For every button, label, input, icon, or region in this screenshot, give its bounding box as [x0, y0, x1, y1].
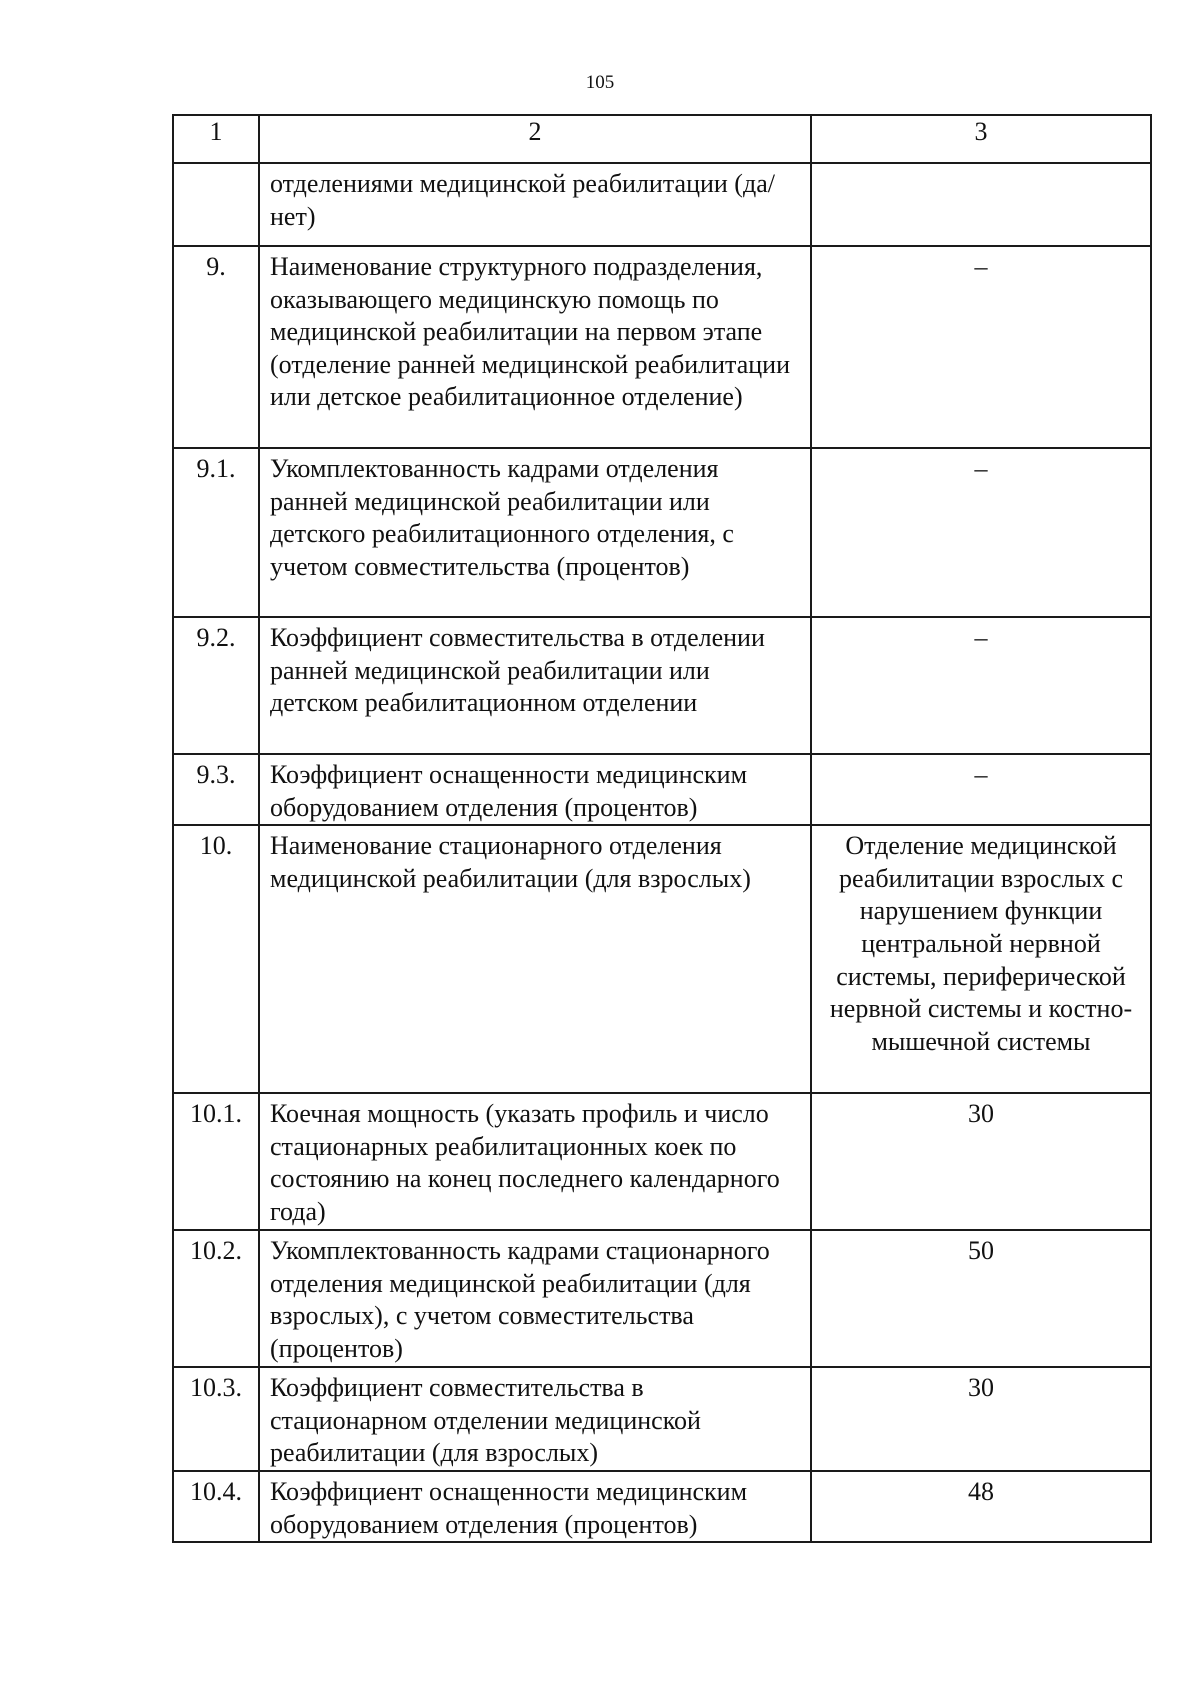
row-indicator-text: Укомплектованность кадрами стационарного отделения медицинской реабилитации (для взрослых), с учетом совместительства (процентов): [259, 1230, 811, 1367]
row-number: 10.3.: [173, 1367, 259, 1471]
row-value: [811, 163, 1151, 246]
row-indicator-text: Коэффициент оснащенности медицинским оборудованием отделения (процентов): [259, 1471, 811, 1542]
table-row: [173, 617, 1151, 754]
row-value: –: [811, 246, 1151, 448]
row-number: 9.2.: [173, 617, 259, 754]
row-value: Отделение медицинской реабилитации взрослых с нарушением функции центральной нервной системы, периферической нервной системы и костно-мышечной системы: [811, 825, 1151, 1093]
row-value: –: [811, 754, 1151, 825]
row-value: –: [811, 448, 1151, 617]
row-value: –: [811, 617, 1151, 754]
header-col-1: 1: [173, 115, 259, 163]
row-number: 9.1.: [173, 448, 259, 617]
table-row: [173, 1367, 1151, 1471]
row-indicator-text: отделениями медицинской реабилитации (да/нет): [259, 163, 811, 246]
row-indicator-text: Наименование структурного подразделения, оказывающего медицинскую помощь по медицинской реабилитации на первом этапе (отделение ранней медицинской реабилитации или детское реабилитационное отделение): [259, 246, 811, 448]
header-col-2: 2: [259, 115, 811, 163]
header-col-3: 3: [811, 115, 1151, 163]
row-indicator-text: Коэффициент совместительства в стационарном отделении медицинской реабилитации (для взрослых): [259, 1367, 811, 1471]
row-indicator-text: Коэффициент совместительства в отделении ранней медицинской реабилитации или детском реабилитационном отделении: [259, 617, 811, 754]
row-number: 10.2.: [173, 1230, 259, 1367]
row-value: 48: [811, 1471, 1151, 1542]
table-row: [173, 1230, 1151, 1367]
row-number: [173, 163, 259, 246]
table-row: [173, 754, 1151, 825]
indicators-table: [172, 114, 1152, 1543]
row-value: 50: [811, 1230, 1151, 1367]
table-row: [173, 1471, 1151, 1542]
table-row: [173, 246, 1151, 448]
row-number: 9.: [173, 246, 259, 448]
row-number: 10.: [173, 825, 259, 1093]
table-row: [173, 825, 1151, 1093]
table-header-row: [173, 115, 1151, 163]
page-number: 105: [585, 72, 615, 93]
row-value: 30: [811, 1093, 1151, 1230]
table-row: [173, 1093, 1151, 1230]
table-row: [173, 163, 1151, 246]
row-indicator-text: Укомплектованность кадрами отделения ранней медицинской реабилитации или детского реабилитационного отделения, с учетом совместительства (процентов): [259, 448, 811, 617]
table-row: [173, 448, 1151, 617]
row-indicator-text: Коэффициент оснащенности медицинским оборудованием отделения (процентов): [259, 754, 811, 825]
row-value: 30: [811, 1367, 1151, 1471]
row-indicator-text: Наименование стационарного отделения медицинской реабилитации (для взрослых): [259, 825, 811, 1093]
row-number: 10.4.: [173, 1471, 259, 1542]
row-indicator-text: Коечная мощность (указать профиль и число стационарных реабилитационных коек по состоянию на конец последнего календарного года): [259, 1093, 811, 1230]
row-number: 9.3.: [173, 754, 259, 825]
row-number: 10.1.: [173, 1093, 259, 1230]
